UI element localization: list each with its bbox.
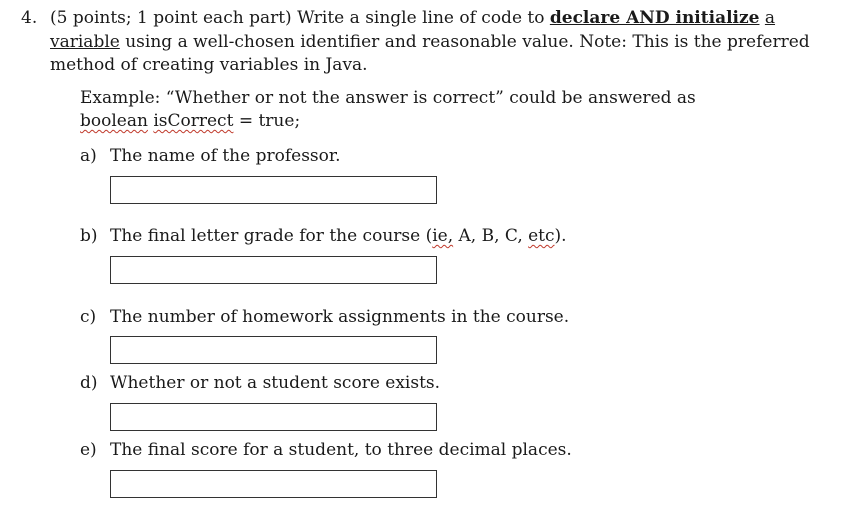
answer-box-c[interactable] (110, 336, 437, 364)
answer-box-e[interactable] (110, 470, 437, 498)
part-letter: c) (80, 307, 97, 327)
part-text-etc: etc (528, 226, 555, 246)
part-e (80, 439, 572, 461)
answer-box-b[interactable] (110, 256, 437, 284)
question-underlined: a variable (50, 8, 776, 52)
part-text: The name of the professor. (110, 146, 341, 166)
question-emphasis: declare AND initialize (549, 8, 760, 28)
question-number: 4. (21, 8, 38, 28)
part-letter: e) (80, 440, 97, 460)
example-description: Example: “Whether or not the answer is correct” could be answered as (80, 88, 696, 108)
part-d (80, 372, 440, 394)
answer-box-a[interactable] (110, 176, 437, 204)
part-text-mid: A, B, C, (453, 226, 529, 246)
part-a (80, 145, 341, 167)
question-intro: (5 points; 1 point each part) Write a single line of code to (50, 8, 550, 28)
part-text: The final score for a student, to three decimal places. (110, 440, 572, 460)
part-b (80, 225, 567, 247)
part-text: Whether or not a student score exists. (110, 373, 441, 393)
part-c (80, 306, 569, 328)
question-prompt (50, 7, 840, 78)
example-code (80, 110, 800, 133)
part-text-post: ). (554, 226, 567, 246)
part-letter: a) (80, 146, 97, 166)
part-letter: b) (80, 226, 98, 246)
question-rest: using a well-chosen identifier and reasonable value. Note: This is the preferred method of creating variables in Java. (50, 31, 810, 75)
answer-box-d[interactable] (110, 403, 437, 431)
part-text-ie: ie, (432, 226, 454, 246)
part-text: The number of homework assignments in the course. (110, 307, 570, 327)
example-block (80, 87, 800, 133)
part-text-pre: The final letter grade for the course ( (110, 226, 433, 246)
example-code-rest: = true; (233, 111, 301, 131)
example-code-name: isCorrect (153, 111, 234, 131)
part-letter: d) (80, 373, 98, 393)
example-code-type: boolean (80, 111, 148, 131)
